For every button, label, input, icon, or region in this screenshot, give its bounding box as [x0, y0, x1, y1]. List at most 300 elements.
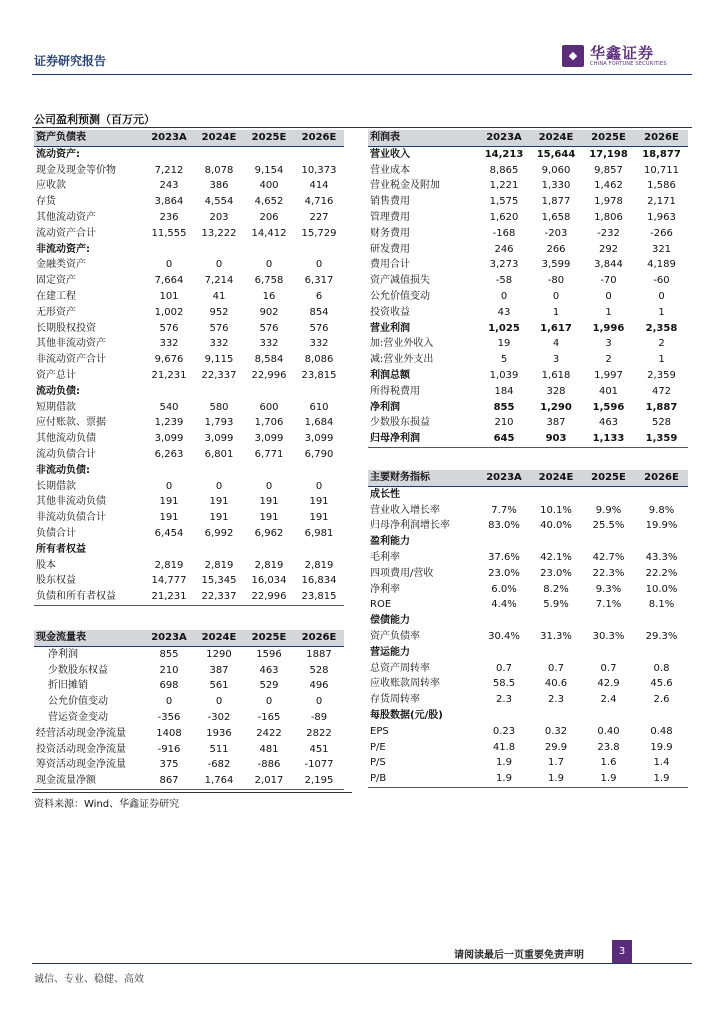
cell-value: 23,815	[294, 589, 344, 605]
column-header: 2026E	[294, 130, 344, 146]
section-title: 公司盈利预测（百万元）	[34, 113, 155, 126]
cell-value: 1,462	[594, 180, 623, 192]
cell-value: -89	[310, 711, 328, 723]
row-label: 股本	[36, 559, 56, 571]
cell-value: 4,554	[204, 196, 234, 208]
cell-value	[635, 486, 688, 502]
row-label: 无形资产	[36, 306, 76, 318]
cell-value: 4,716	[304, 196, 334, 208]
table-row	[34, 726, 344, 742]
cell-value: 1.9	[530, 771, 582, 787]
table-row	[34, 589, 344, 605]
column-header: 2024E	[530, 130, 582, 146]
cell-value: 83.0%	[488, 520, 520, 532]
cell-value: 8,086	[304, 354, 334, 366]
row-label: 流动资产:	[36, 148, 80, 160]
cell-value: 15,644	[536, 148, 576, 160]
cell-value: 9.8%	[648, 504, 675, 516]
cell-value: 600	[259, 401, 279, 413]
cell-value: 16,834	[301, 575, 337, 587]
cell-value: 1,359	[635, 431, 688, 447]
cell-value: 0	[315, 259, 323, 271]
cell-value	[144, 463, 194, 479]
cell-value: 332	[159, 338, 179, 350]
cell-value: 3,864	[154, 196, 184, 208]
table-row	[368, 431, 688, 447]
cell-value: 31.3%	[540, 630, 572, 642]
table-row	[34, 289, 344, 305]
table-row	[34, 352, 344, 368]
cell-value: 1408	[156, 727, 182, 739]
cell-value: 0	[165, 696, 173, 708]
column-header: 2024E	[530, 470, 582, 486]
cell-value	[582, 708, 635, 724]
cell-value	[478, 708, 530, 724]
cell-value: 227	[309, 211, 329, 223]
cell-value: 191	[259, 512, 279, 524]
cell-value: 2,819	[304, 559, 334, 571]
table-row	[368, 676, 688, 692]
row-label: 营运资金变动	[48, 711, 108, 723]
cell-value: 6,771	[254, 448, 284, 460]
cell-value: 854	[309, 306, 329, 318]
table-row	[368, 210, 688, 226]
cell-value: 21,231	[144, 589, 194, 605]
cell-value: 1887	[306, 648, 332, 660]
cell-value: 496	[309, 680, 329, 692]
cell-value: 4.4%	[491, 599, 517, 611]
cell-value: 2.6	[653, 694, 670, 706]
column-header: 2025E	[244, 130, 294, 146]
table-row	[368, 629, 688, 645]
cell-value: 698	[159, 680, 179, 692]
cell-value: 15,345	[201, 575, 237, 587]
cell-value	[294, 146, 344, 162]
table-title: 现金流量表	[34, 630, 144, 646]
cell-value: 191	[209, 496, 229, 508]
column-header: 2023A	[478, 470, 530, 486]
cell-value: 19	[497, 338, 511, 350]
cell-value: 2.3	[548, 694, 564, 706]
cell-value: 4,189	[647, 259, 676, 271]
disclaimer-notice: 请阅读最后一页重要免责声明	[454, 950, 584, 961]
row-label: 每股数据(元/股)	[370, 709, 443, 721]
cell-value: 463	[259, 664, 279, 676]
cell-value: 481	[259, 743, 279, 755]
company-logo	[562, 44, 692, 70]
table-row	[368, 724, 688, 740]
table-row	[34, 773, 344, 789]
row-label: 负债和所有者权益	[34, 589, 144, 605]
cell-value: 2,819	[154, 559, 184, 571]
table-row	[34, 273, 344, 289]
cell-value: 5	[500, 354, 508, 366]
cell-value: 10.1%	[540, 504, 572, 516]
row-label: 应付账款、票据	[36, 417, 106, 429]
cell-value	[478, 534, 530, 550]
row-label: 盈利能力	[370, 536, 410, 548]
cell-value: 22,337	[201, 369, 237, 381]
cell-value: 184	[494, 385, 514, 397]
cell-value: 14,777	[151, 575, 187, 587]
cell-value: 1,793	[204, 417, 234, 429]
cell-value: 2	[658, 338, 665, 350]
table-row	[368, 692, 688, 708]
cell-value: 41	[212, 290, 226, 302]
row-label: 折旧摊销	[48, 680, 88, 692]
cell-value: 243	[159, 180, 179, 192]
cell-value: 22.2%	[645, 567, 678, 579]
cell-value: 2822	[306, 727, 332, 739]
cell-value: 2,171	[647, 196, 676, 208]
cell-value: 332	[259, 338, 279, 350]
cell-value: 11,555	[151, 227, 187, 239]
financial-ratios-table	[368, 470, 688, 788]
cell-value: 191	[159, 512, 179, 524]
table-row	[34, 336, 344, 352]
cell-value: 1.6	[600, 757, 617, 769]
cell-value: 4	[552, 338, 560, 350]
cell-value: 576	[259, 322, 279, 334]
cell-value: 1936	[206, 727, 232, 739]
row-label: 净利润	[48, 648, 78, 660]
cell-value: 22,996	[251, 369, 287, 381]
cell-value: 15,729	[301, 227, 337, 239]
cell-value	[294, 242, 344, 258]
table-row	[368, 645, 688, 661]
cell-value: 210	[159, 664, 179, 676]
balance-sheet-table	[34, 130, 344, 606]
cell-value: 8,865	[489, 164, 519, 176]
table-row	[34, 431, 344, 447]
cell-value: -682	[207, 759, 231, 771]
cell-value: 1.4	[653, 757, 670, 769]
cell-value: 9,857	[594, 164, 623, 176]
row-label: 少数股东权益	[48, 664, 108, 676]
row-label: 营业成本	[370, 164, 410, 176]
cell-value: 101	[159, 290, 179, 302]
cell-value	[244, 463, 294, 479]
cell-value	[635, 708, 688, 724]
row-label: 非流动负债:	[36, 464, 90, 476]
table-row	[368, 226, 688, 242]
cell-value: 386	[209, 180, 229, 192]
row-label: 现金流量净额	[34, 773, 144, 789]
cell-value: 2,819	[204, 559, 234, 571]
row-label: 毛利率	[370, 551, 400, 563]
cell-value: 0	[315, 696, 323, 708]
table-row	[368, 305, 688, 321]
cell-value: 3	[552, 354, 560, 366]
table-row	[34, 210, 344, 226]
row-label: 投资活动现金净流量	[36, 743, 126, 755]
cell-value	[194, 146, 244, 162]
cell-value: 0	[605, 290, 612, 302]
table-row	[34, 415, 344, 431]
table-header-row	[34, 130, 344, 146]
table-row	[368, 613, 688, 629]
cell-value: 528	[651, 417, 672, 429]
cell-value: 1,978	[594, 196, 623, 208]
header-divider	[32, 74, 692, 75]
cell-value: 7.1%	[595, 599, 622, 611]
row-label: 归母净利润	[368, 431, 478, 447]
table-row	[34, 510, 344, 526]
cell-value: 332	[309, 338, 329, 350]
cell-value	[530, 645, 582, 661]
cell-value: 400	[259, 180, 279, 192]
cell-value: 0.48	[650, 725, 673, 737]
cell-value: 266	[546, 243, 566, 255]
cell-value: 1,586	[647, 180, 676, 192]
footer-divider	[32, 963, 692, 964]
cell-value: 6,317	[304, 275, 334, 287]
cell-value: 2.4	[600, 694, 617, 706]
table-row	[368, 257, 688, 273]
cell-value	[478, 486, 530, 502]
cell-value: 375	[159, 759, 179, 771]
row-label: 流动资产合计	[36, 227, 96, 239]
cell-value: 7.7%	[491, 504, 517, 516]
cell-value: -70	[600, 275, 617, 287]
cell-value: 0	[265, 696, 273, 708]
row-label: 四项费用/营收	[370, 567, 434, 579]
cell-value: 246	[494, 243, 514, 255]
cell-value: 292	[598, 243, 619, 255]
row-label: 股东权益	[36, 575, 76, 587]
row-label: 固定资产	[36, 275, 76, 287]
table-row	[368, 321, 688, 337]
section-divider	[32, 127, 692, 128]
cell-value: 3,844	[594, 259, 623, 271]
cell-value	[294, 384, 344, 400]
cell-value: 1,887	[645, 401, 678, 413]
table-row	[368, 368, 688, 384]
table-row	[368, 534, 688, 550]
cell-value: 29.9	[544, 741, 568, 753]
cell-value: 2422	[256, 727, 282, 739]
cell-value: 1,764	[194, 773, 244, 789]
cell-value: 7,664	[154, 275, 184, 287]
logo-name: 华鑫证券	[590, 44, 655, 62]
cell-value: 6,981	[304, 527, 334, 539]
table-row	[34, 646, 344, 662]
row-label: 投资收益	[370, 306, 410, 318]
cell-value: 528	[309, 664, 329, 676]
cell-value: -80	[547, 275, 565, 287]
table-row	[34, 226, 344, 242]
row-label: 长期股权投资	[36, 322, 96, 334]
cell-value: 1,684	[304, 417, 334, 429]
cell-value: 1.9	[582, 771, 635, 787]
cell-value: 3,099	[154, 433, 184, 445]
row-label: 所得税费用	[370, 385, 420, 397]
cell-value: 0	[215, 259, 223, 271]
row-label: 筹资活动现金净流量	[36, 759, 126, 771]
cell-value: 0	[265, 480, 273, 492]
cell-value: 236	[159, 211, 179, 223]
cell-value: 1,039	[489, 369, 519, 381]
table-row	[368, 566, 688, 582]
row-label: 非流动资产合计	[36, 354, 106, 366]
cell-value: 21,231	[151, 369, 187, 381]
cell-value: 576	[209, 322, 229, 334]
column-header: 2024E	[194, 130, 244, 146]
cell-value: 6,454	[154, 527, 184, 539]
table-row	[34, 242, 344, 258]
row-label: 其他非流动资产	[36, 338, 106, 350]
cell-value: 9,060	[541, 164, 571, 176]
cell-value: 1,706	[254, 417, 284, 429]
cell-value: 40.6	[544, 678, 568, 690]
table-row	[368, 661, 688, 677]
cell-value: -165	[257, 711, 281, 723]
cell-value	[478, 645, 530, 661]
cell-value: 19.9%	[645, 520, 678, 532]
cell-value	[244, 242, 294, 258]
cell-value: 10,711	[644, 164, 679, 176]
cell-value: 30.3%	[592, 630, 625, 642]
table-row	[368, 503, 688, 519]
cell-value	[294, 542, 344, 558]
table-row	[34, 757, 344, 773]
table-row	[34, 663, 344, 679]
row-label: 费用合计	[370, 259, 410, 271]
cell-value: 43	[497, 306, 511, 318]
logo-subtitle: CHINA FORTUNE SECURITIES	[590, 61, 667, 67]
row-label: 所有者权益	[36, 543, 86, 555]
cell-value: -58	[495, 275, 513, 287]
cell-value: 8.1%	[648, 599, 675, 611]
cell-value: 0	[315, 480, 323, 492]
table-row	[34, 368, 344, 384]
cell-value: 0.32	[544, 725, 568, 737]
cell-value: -60	[653, 275, 670, 287]
cell-value: 387	[546, 417, 566, 429]
table-row	[34, 447, 344, 463]
table-row	[368, 550, 688, 566]
cell-value: 1596	[256, 648, 282, 660]
cell-value: 1,290	[540, 401, 572, 413]
cell-value	[530, 486, 582, 502]
cell-value: 0.7	[548, 662, 564, 674]
row-label: 成长性	[370, 488, 400, 500]
cell-value: 25.5%	[592, 520, 625, 532]
cell-value: 1,002	[154, 306, 184, 318]
cell-value: 610	[309, 401, 329, 413]
cell-value: 451	[309, 743, 329, 755]
income-statement-table	[368, 130, 688, 448]
row-label: 资产总计	[36, 369, 76, 381]
cell-value: 9.9%	[595, 504, 622, 516]
cell-value: -168	[492, 227, 516, 239]
cell-value: 576	[159, 322, 179, 334]
table-row	[368, 415, 688, 431]
cell-value: 645	[478, 431, 530, 447]
cell-value	[144, 542, 194, 558]
cell-value: 1,806	[594, 211, 623, 223]
cell-value: 29.3%	[645, 630, 678, 642]
table-row	[368, 273, 688, 289]
row-label: ROE	[370, 599, 392, 611]
table-row	[368, 740, 688, 756]
data-source: 资料来源：Wind、华鑫证券研究	[34, 799, 180, 810]
cell-value: 3,599	[541, 259, 571, 271]
cell-value: 0	[165, 259, 173, 271]
cell-value: 58.5	[492, 678, 516, 690]
column-header: 2023A	[144, 630, 194, 646]
table-title: 利润表	[368, 130, 478, 146]
cell-value: 40.0%	[540, 520, 572, 532]
report-header-title: 证券研究报告	[34, 54, 107, 68]
cell-value: 855	[493, 401, 515, 413]
table-row	[368, 518, 688, 534]
cell-value: 472	[651, 385, 672, 397]
row-label: 存货周转率	[370, 694, 420, 706]
cell-value: 2.3	[496, 694, 512, 706]
column-header: 2023A	[144, 130, 194, 146]
table-row	[368, 242, 688, 258]
row-label: 在建工程	[36, 290, 76, 302]
cell-value: 18,877	[642, 148, 681, 160]
cell-value: 2,359	[647, 369, 676, 381]
table-row	[34, 305, 344, 321]
cell-value: 0.40	[597, 725, 620, 737]
row-label: 非流动负债合计	[36, 512, 106, 524]
cell-value: 16,034	[251, 575, 287, 587]
cell-value: 321	[651, 243, 672, 255]
cell-value: 2,017	[244, 773, 294, 789]
cell-value: 328	[546, 385, 566, 397]
cell-value: 16	[262, 290, 276, 302]
cell-value	[144, 242, 194, 258]
row-label: 资产减值损失	[370, 275, 430, 287]
cell-value: 191	[309, 512, 329, 524]
table-row	[34, 178, 344, 194]
cell-value: 6,758	[254, 275, 284, 287]
cell-value: 42.7%	[592, 551, 625, 563]
cell-value: -232	[597, 227, 620, 239]
table-row	[34, 384, 344, 400]
column-header: 2025E	[582, 130, 635, 146]
cell-value: 41.8	[492, 741, 516, 753]
table-row	[368, 384, 688, 400]
cell-value: 0	[265, 259, 273, 271]
row-label: 流动负债合计	[36, 448, 96, 460]
cell-value: 37.6%	[488, 551, 520, 563]
cell-value: 1,617	[540, 322, 572, 334]
table-title: 资产负债表	[34, 130, 144, 146]
cell-value: 580	[209, 401, 229, 413]
cell-value: 1,025	[488, 322, 520, 334]
table-row	[34, 573, 344, 589]
cell-value: 6	[315, 290, 323, 302]
cell-value: 0	[500, 290, 508, 302]
table-header-row	[34, 630, 344, 646]
cell-value	[244, 384, 294, 400]
cell-value: 23.0%	[540, 567, 572, 579]
table-row	[368, 582, 688, 598]
cell-value: 22.3%	[592, 567, 625, 579]
row-label: 营业收入	[370, 148, 410, 160]
column-header: 2024E	[194, 630, 244, 646]
cell-value: 7,214	[204, 275, 234, 287]
row-label: 其他流动负债	[36, 433, 96, 445]
table-header-row	[368, 470, 688, 486]
source-divider	[32, 792, 352, 793]
cell-value: 1,618	[541, 369, 571, 381]
table-row	[34, 678, 344, 694]
